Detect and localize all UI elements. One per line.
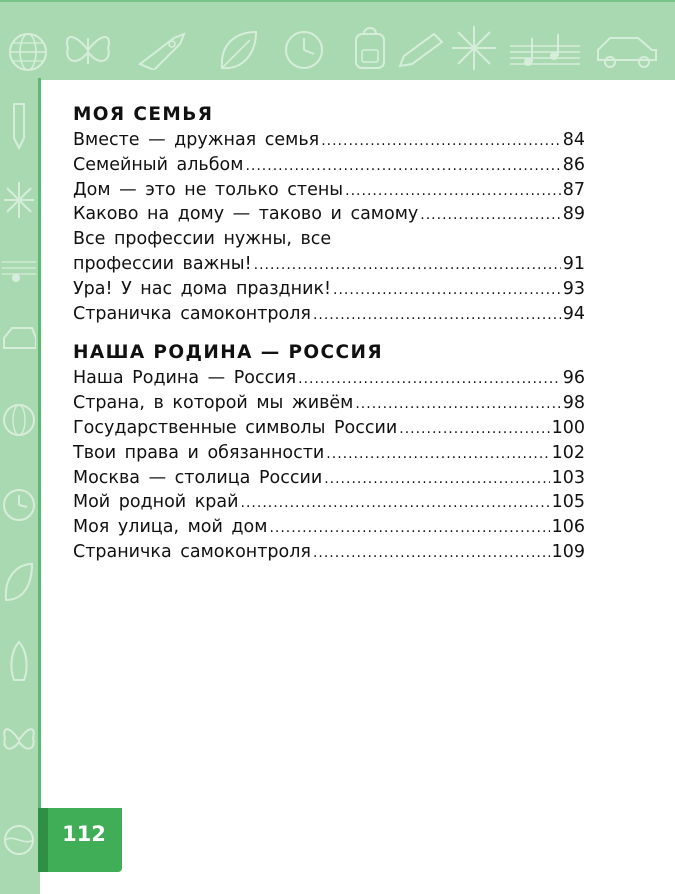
leaf-icon <box>216 28 260 74</box>
toc-entry[interactable]: Ура! У нас дома праздник! ..... 93 <box>73 277 585 302</box>
car-icon <box>594 28 660 72</box>
music-icon <box>510 32 580 72</box>
toc-entry[interactable]: Страничка самоконтроля ..... 109 <box>73 540 585 565</box>
section-title: НАША РОДИНА — РОССИЯ <box>73 342 384 364</box>
toc-entry[interactable]: профессии важны! ..... 91 <box>73 252 585 277</box>
snowflake-icon <box>2 180 36 220</box>
page-number: 112 <box>62 822 106 846</box>
pen-icon <box>396 30 446 70</box>
leader-dots <box>269 516 549 541</box>
toc-entry[interactable]: Страна, в которой мы живём ..... 98 <box>73 391 585 416</box>
toc-entry[interactable]: Каково на дому — таково и самому ..... 89 <box>73 202 585 227</box>
leader-dots <box>254 253 561 278</box>
page-tab-edge <box>38 808 48 872</box>
toc-entry[interactable]: Семейный альбом ..... 86 <box>73 153 585 178</box>
leader-dots <box>345 179 561 204</box>
music-icon <box>2 250 36 290</box>
toc-entry[interactable]: Вместе — дружная семья ..... 84 <box>73 128 585 153</box>
leader-dots <box>324 467 549 492</box>
leader-dots <box>245 154 560 179</box>
leader-dots <box>313 303 561 328</box>
leader-dots <box>241 491 550 516</box>
leaf-icon <box>2 560 36 604</box>
toc-entry[interactable]: Дом — это не только стены ..... 87 <box>73 178 585 203</box>
section-title: МОЯ СЕМЬЯ <box>73 104 214 125</box>
table-of-contents <box>73 102 585 565</box>
globe-icon <box>6 30 50 74</box>
clock-icon <box>2 485 36 525</box>
toc-entry-line[interactable]: Все профессии нужны, все <box>73 229 332 250</box>
toc-entry[interactable]: Твои права и обязанности ..... 102 <box>73 441 585 466</box>
toc-entry[interactable]: Моя улица, мой дом ..... 106 <box>73 515 585 540</box>
leader-dots <box>420 203 560 228</box>
toc-entry[interactable]: Страничка самоконтроля ..... 94 <box>73 302 585 327</box>
globe-icon <box>2 400 36 440</box>
rocket-icon <box>2 640 36 690</box>
snowflake-icon <box>450 24 498 72</box>
toc-entry[interactable]: Наша Родина — Россия ..... 96 <box>73 366 585 391</box>
leader-dots <box>321 129 561 154</box>
butterfly-icon <box>62 28 114 72</box>
ball-icon <box>2 820 36 860</box>
toc-entry[interactable]: Москва — столица России ..... 103 <box>73 466 585 491</box>
toc-entry[interactable]: Мой родной край ..... 105 <box>73 490 585 515</box>
clock-icon <box>282 28 326 72</box>
leader-dots <box>298 367 561 392</box>
rocket-icon <box>134 30 190 70</box>
section-gap <box>73 326 585 340</box>
top-border <box>0 0 675 2</box>
inner-border <box>38 78 41 818</box>
pencil-icon <box>6 100 32 150</box>
leader-dots <box>355 392 560 417</box>
butterfly-icon <box>2 720 36 760</box>
backpack-icon <box>350 24 390 74</box>
leader-dots <box>333 278 561 303</box>
car-icon <box>2 320 36 360</box>
leader-dots <box>326 442 549 467</box>
toc-entry[interactable]: Государственные символы России ..... 100 <box>73 416 585 441</box>
leader-dots <box>313 541 550 566</box>
leader-dots <box>399 417 549 442</box>
